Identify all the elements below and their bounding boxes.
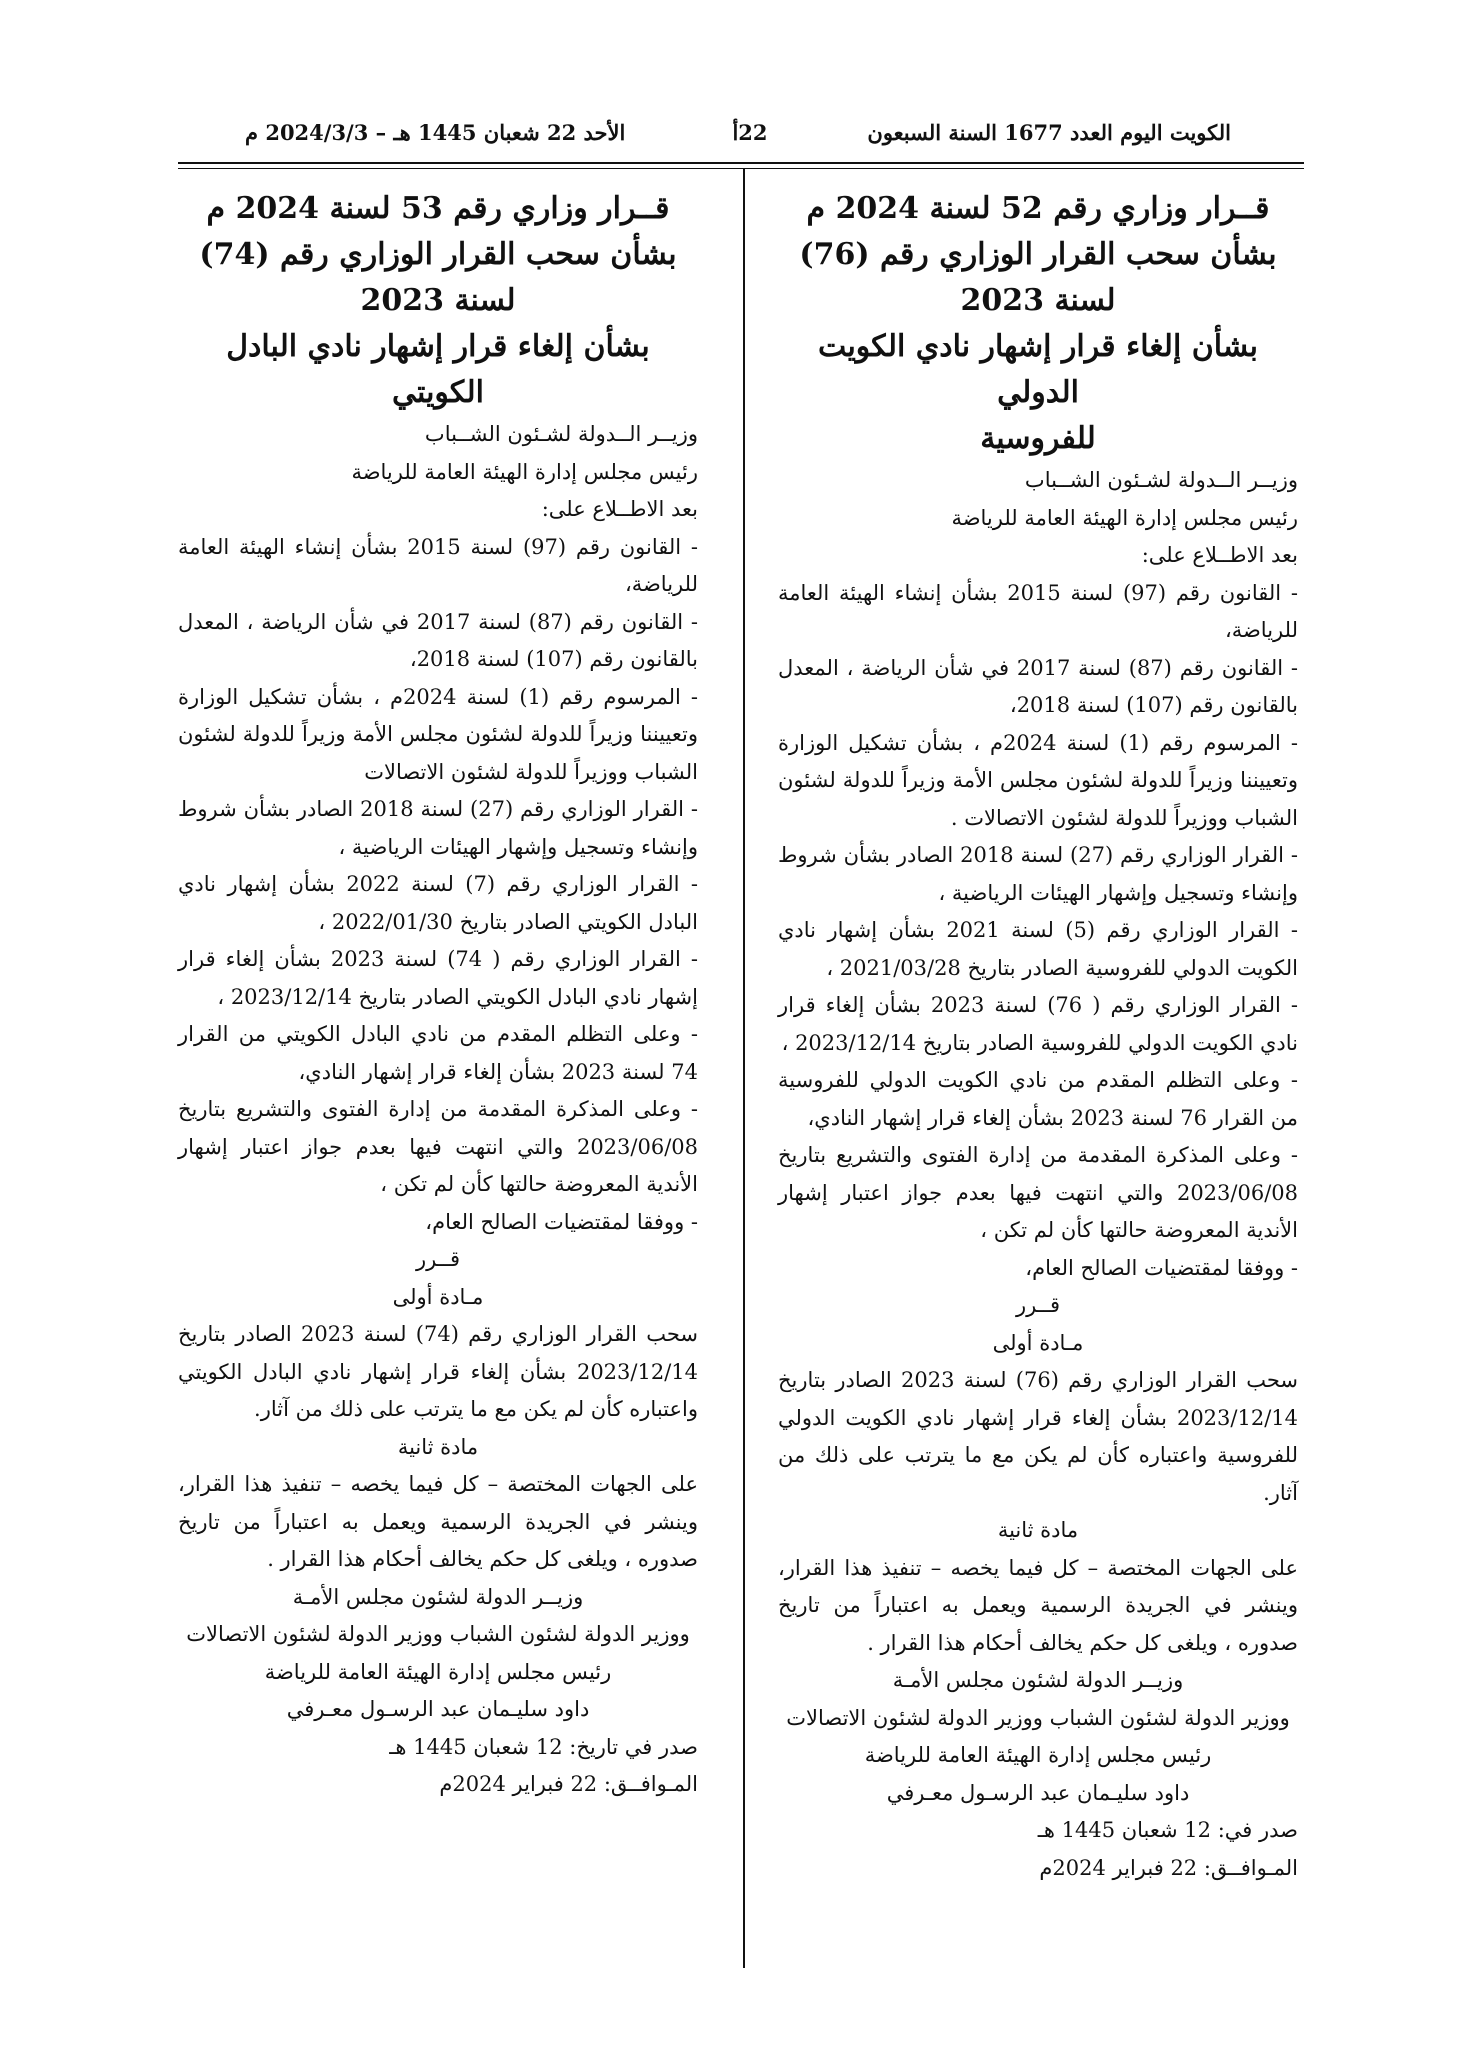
corresponding-date: المـوافــق: 22 فبراير 2024م <box>439 1772 698 1796</box>
review-item: - القانون رقم (87) لسنة 2017 في شأن الرياضة ، المعدل بالقانون رقم (107) لسنة 2018، <box>178 609 698 671</box>
page-number: 22أ <box>732 120 768 145</box>
decided-heading: قــرر <box>1015 1293 1061 1317</box>
review-item: - المرسوم رقم (1) لسنة 2024م ، بشأن تشكيل الوزارة وتعييننا وزيراً للدولة لشئون مجلس الأمة وزيراً للدولة لشئون الشباب ووزيراً للدولة لشئون الاتصالات <box>178 684 698 784</box>
article-2-text: على الجهات المختصة – كل فيما يخصه – تنفيذ هذا القرار، وينشر في الجريدة الرسمية ويعمل به اعتباراً من تاريخ صدوره ، ويلغى كل حكم يخالف أحكام هذا القرار . <box>178 1472 698 1571</box>
review-item: - ووفقا لمقتضيات الصالح العام، <box>425 1209 698 1234</box>
decision-52-subject-3: للفروسية <box>980 421 1096 456</box>
decision-52-subject-1: بشأن سحب القرار الوزاري رقم (76) لسنة 2023 <box>799 237 1277 318</box>
signature-line-3: رئيس مجلس إدارة الهيئة العامة للرياضة <box>864 1743 1212 1767</box>
article-2-heading: مادة ثانية <box>997 1518 1079 1542</box>
signature-name: داود سليـمان عبد الرسـول معـرفي <box>286 1697 590 1721</box>
review-item: - القرار الوزاري رقم (7) لسنة 2022 بشأن إشهار نادي البادل الكويتي الصادر بتاريخ 2022/01/30 ، <box>178 872 698 934</box>
article-1-heading: مـادة أولى <box>392 1284 484 1309</box>
corresponding-date: المـوافــق: 22 فبراير 2024م <box>1039 1855 1298 1880</box>
decision-53-column <box>178 180 698 1804</box>
signature-line-2: ووزير الدولة لشئون الشباب ووزير الدولة لشئون الاتصالات <box>786 1705 1290 1730</box>
decision-52-subject-2: بشأن إلغاء قرار إشهار نادي الكويت الدولي <box>817 329 1259 410</box>
issued-date: صدر في: 12 شعبان 1445 هـ <box>1037 1818 1298 1842</box>
decision-53-subject-2: بشأن إلغاء قرار إشهار نادي البادل الكويتي <box>226 329 650 410</box>
decision-52-column <box>778 180 1298 1887</box>
article-2-heading: مادة ثانية <box>397 1434 479 1459</box>
signature-line-1: وزيــر الدولة لشئون مجلس الأمـة <box>292 1584 584 1609</box>
decided-heading: قــرر <box>415 1247 461 1271</box>
review-item: - القرار الوزاري رقم ( 76) لسنة 2023 بشأن إلغاء قرار نادي الكويت الدولي للفروسية الصادر بتاريخ 2023/12/14 ، <box>778 993 1298 1055</box>
review-item: - ووفقا لمقتضيات الصالح العام، <box>1025 1255 1298 1280</box>
article-1-text: سحب القرار الوزاري رقم (76) لسنة 2023 الصادر بتاريخ 2023/12/14 بشأن إلغاء قرار إشهار نادي الكويت الدولي للفروسية واعتباره كأن لم يكن مع ما يترتب على ذلك من آثار. <box>778 1368 1298 1505</box>
issued-date: صدر في تاريخ: 12 شعبان 1445 هـ <box>389 1734 698 1759</box>
review-item: - وعلى المذكرة المقدمة من إدارة الفتوى والتشريع بتاريخ 2023/06/08 والتي انتهت فيها بعدم جواز اعتبار إشهار الأندية المعروضة حالتها كأن لم تكن ، <box>778 1143 1298 1242</box>
decision-52-title: قــرار وزاري رقم 52 لسنة 2024 م <box>806 191 1270 226</box>
review-item: - وعلى التظلم المقدم من نادي الكويت الدولي للفروسية من القرار 76 لسنة 2023 بشأن إلغاء قرار إشهار النادي، <box>778 1068 1298 1130</box>
review-item: - وعلى المذكرة المقدمة من إدارة الفتوى والتشريع بتاريخ 2023/06/08 والتي انتهت فيها بعدم جواز اعتبار إشهار الأندية المعروضة حالتها كأن لم تكن ، <box>178 1097 698 1196</box>
article-1-text: سحب القرار الوزاري رقم (74) لسنة 2023 الصادر بتاريخ 2023/12/14 بشأن إلغاء قرار إشهار نادي البادل الكويتي واعتباره كأن لم يكن مع ما يترتب على ذلك من آثار. <box>178 1322 698 1421</box>
decision-53-title: قــرار وزاري رقم 53 لسنة 2024 م <box>206 191 670 226</box>
article-2-text: على الجهات المختصة – كل فيما يخصه – تنفيذ هذا القرار، وينشر في الجريدة الرسمية ويعمل به اعتباراً من تاريخ صدوره ، ويلغى كل حكم يخالف أحكام هذا القرار . <box>778 1555 1298 1655</box>
review-item: - القرار الوزاري رقم (5) لسنة 2021 بشأن إشهار نادي الكويت الدولي للفروسية الصادر بتاريخ 2021/03/28 ، <box>778 918 1298 980</box>
review-item: - المرسوم رقم (1) لسنة 2024م ، بشأن تشكيل الوزارة وتعييننا وزيراً للدولة لشئون مجلس الأمة وزيراً للدولة لشئون الشباب ووزيراً للدولة لشئون الاتصالات . <box>778 730 1298 830</box>
header-rule-thick <box>178 162 1304 164</box>
review-item: - القانون رقم (87) لسنة 2017 في شأن الرياضة ، المعدل بالقانون رقم (107) لسنة 2018، <box>778 655 1298 717</box>
decision-53-subject-1: بشأن سحب القرار الوزاري رقم (74) لسنة 2023 <box>199 237 677 318</box>
minister-title: وزيــر الــدولة لشـئون الشــباب <box>424 422 698 446</box>
review-item: - القانون رقم (97) لسنة 2015 بشأن إنشاء الهيئة العامة للرياضة، <box>178 534 698 596</box>
review-item: - القرار الوزاري رقم ( 74) لسنة 2023 بشأن إلغاء قرار إشهار نادي البادل الكويتي الصادر بتاريخ 2023/12/14 ، <box>178 947 698 1009</box>
header-issue-info: الكويت اليوم العدد 1677 السنة السبعون <box>867 120 1231 145</box>
review-item: - القانون رقم (97) لسنة 2015 بشأن إنشاء الهيئة العامة للرياضة، <box>778 580 1298 642</box>
header-date: الأحد 22 شعبان 1445 هـ – 2024/3/3 م <box>245 120 626 145</box>
review-item: - القرار الوزاري رقم (27) لسنة 2018 الصادر بشأن شروط وإنشاء وتسجيل وإشهار الهيئات الرياضية ، <box>778 843 1298 905</box>
after-review-label: بعد الاطــلاع على: <box>541 497 698 521</box>
header-rule-thin <box>178 168 1304 169</box>
signature-line-1: وزيــر الدولة لشئون مجلس الأمـة <box>892 1668 1184 1692</box>
signature-name: داود سليـمان عبد الرسـول معـرفي <box>886 1780 1190 1805</box>
review-item: - وعلى التظلم المقدم من نادي البادل الكويتي من القرار 74 لسنة 2023 بشأن إلغاء قرار إشهار النادي، <box>178 1022 698 1084</box>
chair-title: رئيس مجلس إدارة الهيئة العامة للرياضة <box>351 459 698 484</box>
minister-title: وزيــر الــدولة لشـئون الشــباب <box>1024 468 1298 492</box>
after-review-label: بعد الاطــلاع على: <box>1141 543 1298 567</box>
chair-title: رئيس مجلس إدارة الهيئة العامة للرياضة <box>951 505 1298 530</box>
signature-line-2: ووزير الدولة لشئون الشباب ووزير الدولة لشئون الاتصالات <box>186 1622 690 1646</box>
signature-line-3: رئيس مجلس إدارة الهيئة العامة للرياضة <box>264 1659 612 1684</box>
review-item: - القرار الوزاري رقم (27) لسنة 2018 الصادر بشأن شروط وإنشاء وتسجيل وإشهار الهيئات الرياضية ، <box>178 797 698 859</box>
article-1-heading: مـادة أولى <box>992 1330 1084 1355</box>
column-divider <box>743 168 745 1968</box>
